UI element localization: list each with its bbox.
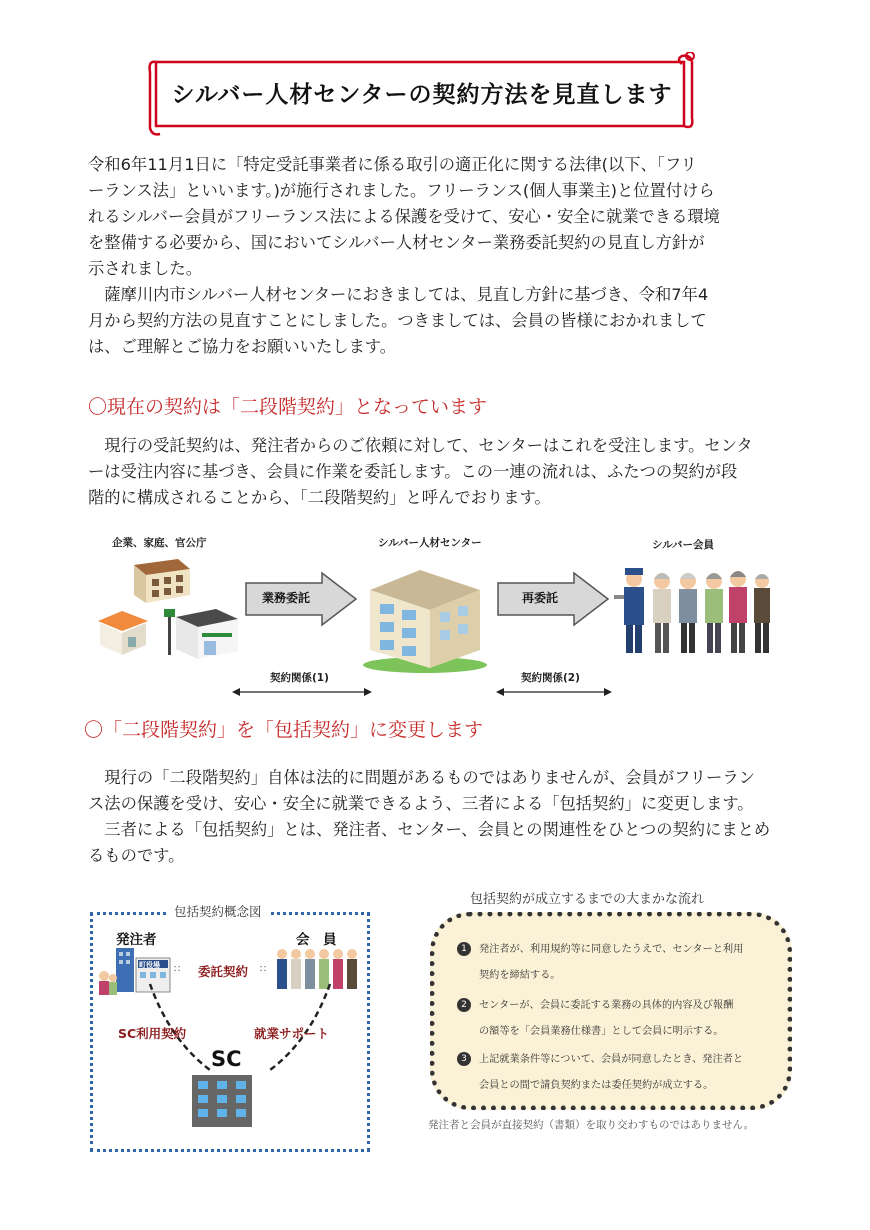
- change-contract-paragraph: [88, 765, 788, 869]
- intro-line: れるシルバー会員がフリーランス法による保護を受けて、安心・安全に就業できる環境: [88, 207, 720, 226]
- paragraph-line: ス法の保護を受け、安心・安全に就業できるよう、三者による「包括契約」に変更します。: [88, 794, 754, 813]
- paragraph-line: 現行の受託契約は、発注者からのご依頼に対して、センターはこれを受注します。センタ: [88, 436, 753, 455]
- member-concept-label: 会 員: [296, 932, 337, 948]
- sc-use-contract-label: SC利用契約: [118, 1026, 187, 1041]
- paragraph-line: 三者による「包括契約」とは、発注者、センター、会員との関連性をひとつの契約にまとめ: [88, 820, 771, 839]
- silver-members-icon: [612, 565, 772, 660]
- paragraph-line: 現行の「二段階契約」自体は法的に問題があるものではありませんが、会員がフリーラン: [88, 768, 755, 787]
- flow-box: [430, 912, 792, 1110]
- flow-step-3: [457, 1047, 779, 1099]
- arrow-reentrust-label: 再委託: [522, 591, 559, 605]
- entrust-dots-right: ∷: [260, 964, 267, 975]
- arrow-entrust-label: 業務委託: [262, 591, 311, 605]
- step-text: センターが、会員に委託する業務の具体的内容及び報酬: [479, 1000, 734, 1011]
- sc-label: SC: [211, 1047, 242, 1071]
- concept-diagram-title: 包括契約概念図: [168, 902, 268, 920]
- step-number: 1: [457, 942, 471, 956]
- step-number: 2: [457, 998, 471, 1012]
- flow-title: 包括契約が成立するまでの大まかな流れ: [470, 892, 705, 907]
- step-text: 契約を締結する。: [479, 970, 561, 981]
- intro-line: は、ご理解とご協力をお願いいたします。: [88, 337, 397, 356]
- intro-line: ーランス法」といいます。)が施行されました。フリーランス(個人事業主)と位置付けら: [88, 181, 715, 200]
- center-building-icon: [360, 560, 490, 675]
- step-text: 発注者が、利用規約等に同意したうえで、センターと利用: [479, 944, 744, 955]
- step-number: 3: [457, 1052, 471, 1066]
- client-buildings-icon: [92, 555, 242, 670]
- step-text: 会員との間で請負契約または委任契約が成立する。: [479, 1080, 714, 1091]
- orderer-label: 発注者: [116, 932, 157, 948]
- step-text: 上記就業条件等について、会員が同意したとき、発注者と: [479, 1054, 744, 1065]
- relation1-label: 契約関係(1): [270, 672, 329, 684]
- intro-line: を整備する必要から、国においてシルバー人材センター業務委託契約の見直し方針が: [88, 233, 705, 252]
- paragraph-line: ーは受注内容に基づき、会員に作業を委託します。この一連の流れは、ふたつの契約が段: [88, 462, 738, 481]
- paragraph-line: るものです。: [88, 846, 185, 865]
- intro-line: 薩摩川内市シルバー人材センターにおきましては、見直し方針に基づき、令和7年4: [88, 285, 709, 304]
- entrust-dots-left: ∷: [174, 964, 181, 975]
- client-label: 企業、家庭、官公庁: [112, 537, 207, 549]
- flow-note: 発注者と会員が直接契約（書類）を取り交わすものではありません。: [428, 1119, 755, 1131]
- current-contract-paragraph: [88, 433, 788, 511]
- section-heading-current: 〇現在の契約は「二段階契約」となっています: [88, 396, 488, 418]
- intro-paragraph: [88, 152, 788, 360]
- member-label: シルバー会員: [652, 539, 715, 551]
- page-title: シルバー人材センターの契約方法を見直します: [171, 82, 673, 108]
- intro-line: 月から契約方法の見直すことにしました。つきましては、会員の皆様におかれまして: [88, 311, 707, 330]
- relation2-label: 契約関係(2): [521, 672, 580, 684]
- step-text: の額等を「会員業務仕様書」として会員に明示する。: [479, 1026, 724, 1037]
- flow-step-1: [457, 937, 779, 989]
- section-heading-change: 〇「二段階契約」を「包括契約」に変更します: [84, 719, 484, 741]
- relation2-arrow-icon: [496, 686, 612, 698]
- building-sign: 町役場: [139, 961, 160, 969]
- entrust-contract-label: 委託契約: [198, 964, 249, 979]
- work-support-label: 就業サポート: [254, 1026, 330, 1041]
- paragraph-line: 階的に構成されることから、「二段階契約」と呼んでおります。: [88, 488, 551, 507]
- intro-line: 令和6年11月1日に「特定受託事業者に係る取引の適正化に関する法律(以下、「フリ: [88, 155, 697, 174]
- flow-step-2: [457, 993, 779, 1045]
- sc-building-icon: [190, 1073, 254, 1129]
- relation1-arrow-icon: [232, 686, 372, 698]
- center-label: シルバー人材センター: [378, 537, 482, 549]
- intro-line: 示されました。: [88, 259, 202, 278]
- title-banner: [146, 52, 698, 136]
